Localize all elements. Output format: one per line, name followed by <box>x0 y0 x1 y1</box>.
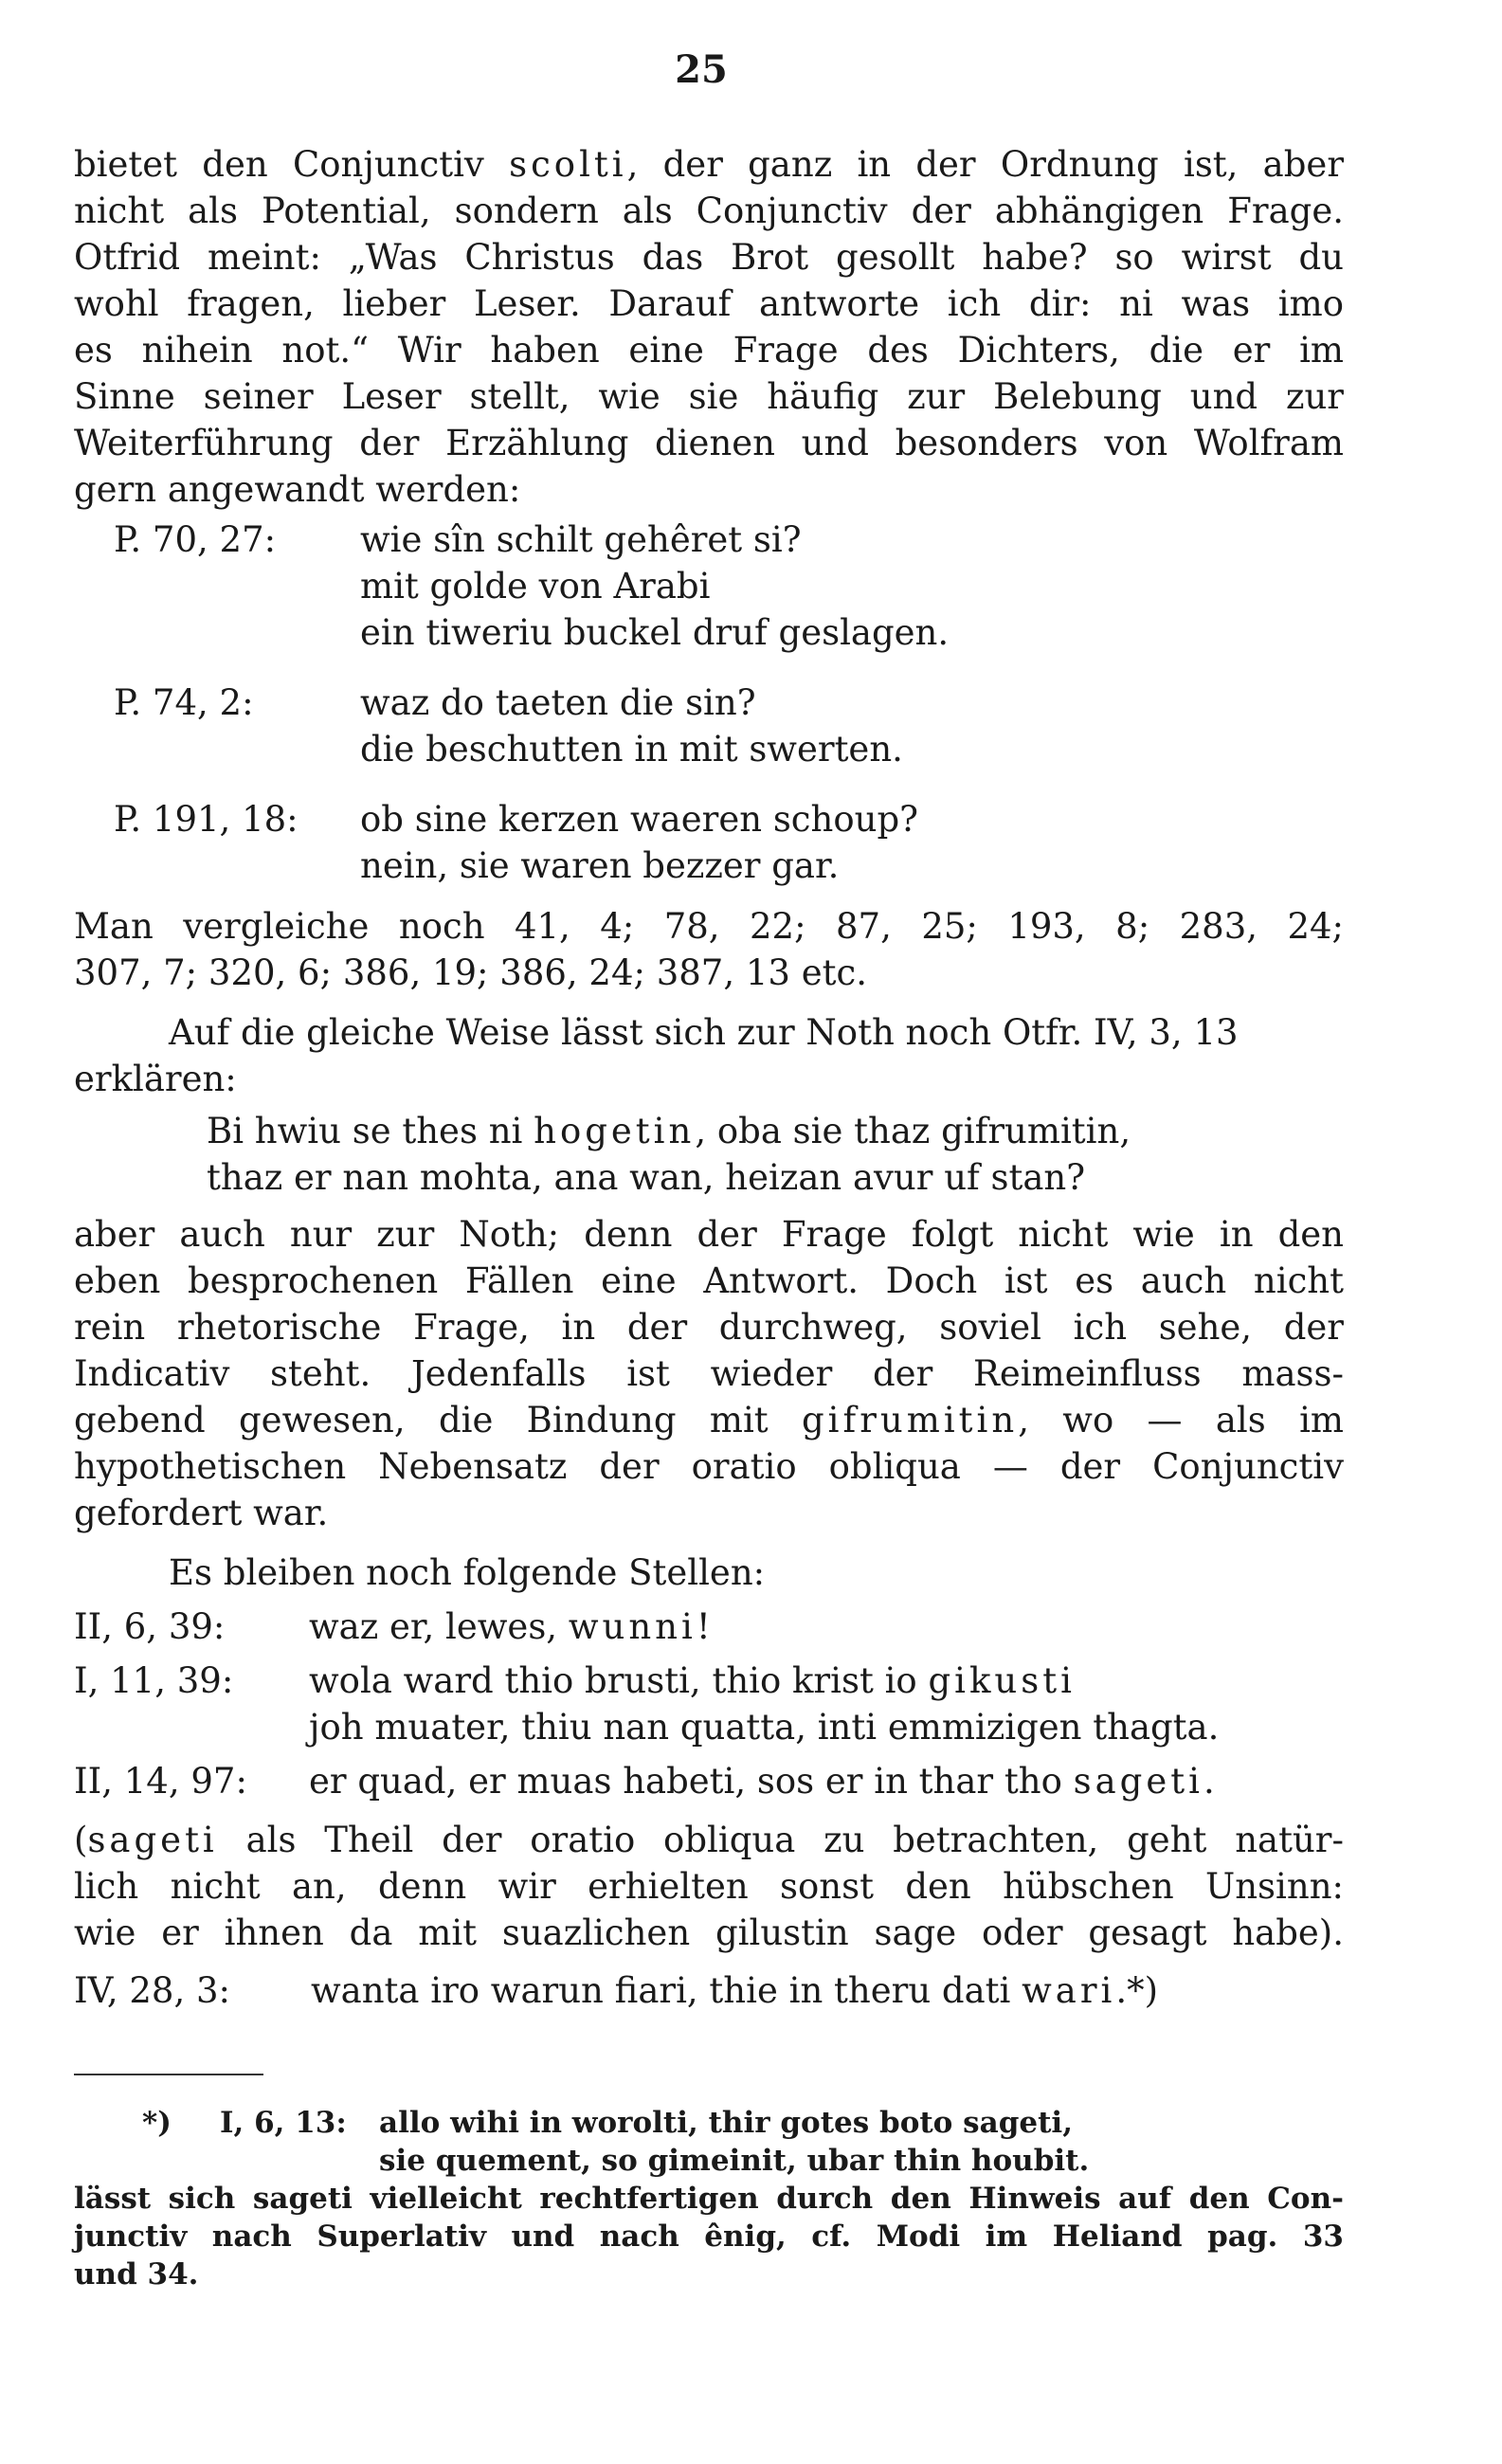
text-line: eben besprochenen Fällen eine Antwort. Doch ist es auch nicht <box>74 1260 1344 1301</box>
quote-line: nein, sie waren bezzer gar. <box>360 845 840 886</box>
quote-line: joh muater, thiu nan quatta, inti emmizigen thagta. <box>309 1707 1220 1748</box>
quote-line: mit golde von Arabi <box>360 566 711 607</box>
text-line: Man vergleiche noch 41, 4; 78, 22; 87, 25; 193, 8; 283, 24; <box>74 906 1344 947</box>
text-line: Otfrid meint: „Was Christus das Brot gesollt habe? so wirst du <box>74 237 1344 278</box>
text-line: lich nicht an, denn wir erhielten sonst den hübschen Unsinn: <box>74 1866 1344 1907</box>
quote-line: IV, 28, 3: wanta iro warun fiari, thie in theru dati wari.*) <box>74 1970 1159 2011</box>
text-line: wie er ihnen da mit suazlichen gilustin sage oder gesagt habe). <box>74 1912 1344 1953</box>
quote-ref: II, 14, 97: <box>74 1761 247 1802</box>
quote-line: P. 191, 18: ob sine kerzen waeren schoup? <box>114 799 918 840</box>
quote-ref: I, 11, 39: <box>74 1660 234 1701</box>
text-line: hypothetischen Nebensatz der oratio obliqua — der Conjunctiv <box>74 1446 1344 1487</box>
text-line: nicht als Potential, sondern als Conjunctiv der abhängigen Frage. <box>74 190 1344 231</box>
quote-line: II, 6, 39: waz er, lewes, wunni! <box>74 1606 711 1647</box>
quote-line: die beschutten in mit swerten. <box>360 729 903 770</box>
text-line: (sageti als Theil der oratio obliqua zu betrachten, geht natür- <box>74 1820 1344 1860</box>
text-line: gefordert war. <box>74 1493 329 1533</box>
text-line: gern angewandt werden: <box>74 469 521 510</box>
quote-line: Bi hwiu se thes ni hogetin, oba sie thaz gifrumitin, <box>207 1111 1131 1151</box>
footnote-line: sie quement, so gimeinit, ubar thin houbit. <box>379 2144 1090 2178</box>
text-line: gebend gewesen, die Bindung mit gifrumitin, wo — als im <box>74 1400 1344 1440</box>
quote-ref: P. 191, 18: <box>114 799 299 840</box>
quote-line: P. 74, 2: waz do taeten die sin? <box>114 682 756 723</box>
footnote-ref: I, 6, 13: <box>220 2106 347 2140</box>
quote-line: thaz er nan mohta, ana wan, heizan avur uf stan? <box>207 1157 1086 1198</box>
footnote-rule <box>74 2074 263 2075</box>
text-line: wohl fragen, lieber Leser. Darauf antworte ich dir: ni was imo <box>74 283 1344 324</box>
text-line: erklären: <box>74 1059 237 1099</box>
text-line: Auf die gleiche Weise lässt sich zur Noth noch Otfr. IV, 3, 13 <box>169 1012 1239 1053</box>
quote-line: ein tiweriu buckel druf geslagen. <box>360 612 950 653</box>
footnote-line: allo wihi in worolti, thir gotes boto sageti, <box>379 2106 1073 2140</box>
quote-line: P. 70, 27: wie sîn schilt gehêret si? <box>114 519 802 560</box>
page-number: 25 <box>675 47 728 92</box>
text-line: Weiterführung der Erzählung dienen und besonders von Wolfram <box>74 423 1344 463</box>
text-line: 307, 7; 320, 6; 386, 19; 386, 24; 387, 13 etc. <box>74 952 867 993</box>
quote-ref: II, 6, 39: <box>74 1606 226 1647</box>
text-line: Sinne seiner Leser stellt, wie sie häufig zur Belebung und zur <box>74 376 1344 417</box>
text-line: aber auch nur zur Noth; denn der Frage folgt nicht wie in den <box>74 1214 1344 1255</box>
quote-ref: IV, 28, 3: <box>74 1970 231 2011</box>
quote-ref: P. 70, 27: <box>114 519 277 560</box>
text-line: rein rhetorische Frage, in der durchweg, soviel ich sehe, der <box>74 1307 1344 1348</box>
text-line: Indicativ steht. Jedenfalls ist wieder der Reimeinfluss mass- <box>74 1353 1344 1394</box>
footnote-line: und 34. <box>74 2257 199 2292</box>
footnote-line: junctiv nach Superlativ und nach ênig, cf. Modi im Heliand pag. 33 <box>74 2219 1344 2254</box>
quote-line: II, 14, 97: er quad, er muas habeti, sos er in thar tho sageti. <box>74 1761 1215 1802</box>
quote-line: I, 11, 39: wola ward thio brusti, thio krist io gikusti <box>74 1660 1076 1701</box>
quote-ref: P. 74, 2: <box>114 682 254 723</box>
text-line: bietet den Conjunctiv scolti, der ganz in der Ordnung ist, aber <box>74 144 1345 185</box>
footnote-marker: *) <box>142 2106 172 2140</box>
text-line: es nihein not.“ Wir haben eine Frage des Dichters, die er im <box>74 330 1344 371</box>
text-line: Es bleiben noch folgende Stellen: <box>169 1552 766 1593</box>
footnote-line: lässt sich sageti vielleicht rechtfertigen durch den Hinweis auf den Con- <box>74 2182 1344 2216</box>
